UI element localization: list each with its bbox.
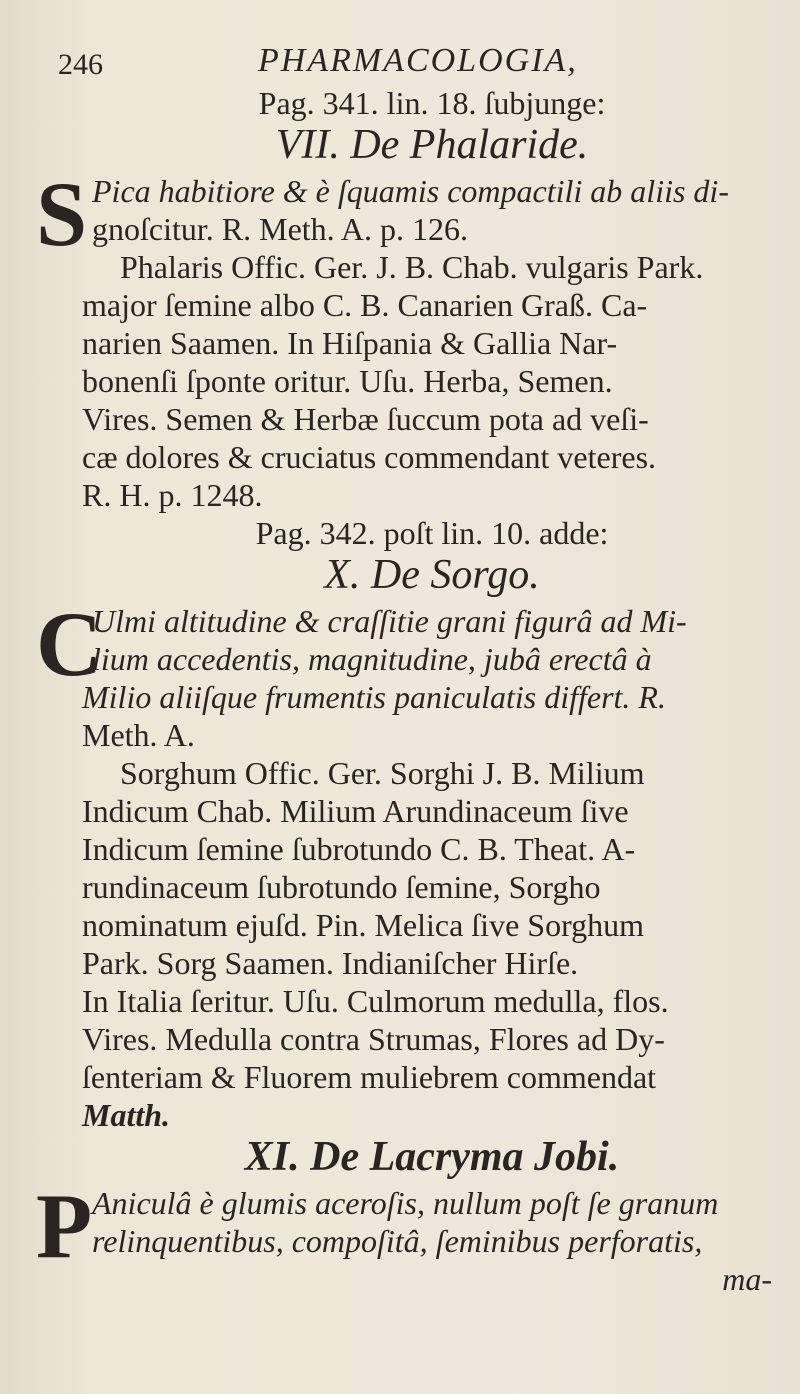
- section-title-lacryma-jobi: XI. De Lacryma Jobi.: [244, 1134, 620, 1180]
- paragraph-phalaris-synonyms: [82, 248, 782, 514]
- text-line: Indicum ſemine ſubrotundo C. B. Theat. A-: [82, 831, 636, 867]
- text-line: bonenſi ſponte oritur. Uſu. Herba, Semen.: [82, 363, 613, 399]
- body-text: [36, 84, 782, 1298]
- text-line: Park. Sorg Saamen. Indianiſcher Hirſe.: [82, 945, 579, 981]
- reference-line: Pag. 341. lin. 18. ſubjunge:: [258, 85, 606, 121]
- section-title-phalaris: VII. De Phalaride.: [275, 122, 589, 168]
- text-line: Sorghum Offic. Ger. Sorghi J. B. Milium: [120, 755, 645, 791]
- text-line: Milio aliiſque frumentis paniculatis differt. R.: [82, 679, 666, 715]
- paragraph-sorgo-description: [36, 593, 782, 754]
- text-line: Vires. Medulla contra Strumas, Flores ad Dy-: [82, 1021, 665, 1057]
- text-line: Aniculâ è glumis aceroſis, nullum poſt ſe granum: [92, 1185, 719, 1221]
- text-line: narien Saamen. In Hiſpania & Gallia Nar-: [82, 325, 618, 361]
- catchword: ma-: [722, 1261, 772, 1297]
- text-line: Indicum Chab. Milium Arundinaceum ſive: [82, 793, 629, 829]
- text-line: Pica habitiore & è ſquamis compactili ab aliis di-: [92, 173, 729, 209]
- text-line: R. H. p. 1248.: [82, 477, 263, 513]
- text-line: lium accedentis, magnitudine, jubâ erectâ à: [92, 641, 652, 677]
- drop-cap-s: S: [36, 163, 88, 265]
- reference-line: Pag. 342. poſt lin. 10. adde:: [255, 515, 609, 551]
- text-line: relinquentibus, compoſitâ, ſeminibus perforatis,: [92, 1223, 703, 1259]
- text-line: Matth.: [82, 1097, 171, 1133]
- paragraph-phalaris-description: [36, 163, 782, 265]
- paragraph-lacryma-jobi: [36, 1175, 782, 1298]
- text-line: major ſemine albo C. B. Canarien Graß. Ca-: [82, 287, 648, 323]
- page-number: 246: [58, 48, 103, 81]
- text-line: Ulmi altitudine & craſſitie grani figurâ ad Mi-: [92, 603, 687, 639]
- paragraph-sorgo-synonyms: [82, 754, 782, 1134]
- text-line: Vires. Semen & Herbæ ſuccum pota ad veſi-: [82, 401, 649, 437]
- text-line: gnoſcitur. R. Meth. A. p. 126.: [92, 211, 468, 247]
- text-line: Meth. A.: [82, 717, 195, 753]
- running-title: PHARMACOLOGIA,: [258, 42, 578, 79]
- text-line: In Italia ſeritur. Uſu. Culmorum medulla, flos.: [82, 983, 669, 1019]
- drop-cap-p: P: [36, 1175, 93, 1277]
- text-line: cæ dolores & cruciatus commendant veteres.: [82, 439, 657, 475]
- text-line: Phalaris Offic. Ger. J. B. Chab. vulgaris Park.: [120, 249, 704, 285]
- text-line: nominatum ejuſd. Pin. Melica ſive Sorghum: [82, 907, 645, 943]
- text-line: rundinaceum ſubrotundo ſemine, Sorgho: [82, 869, 601, 905]
- text-line: ſenteriam & Fluorem muliebrem commendat: [82, 1059, 657, 1095]
- section-title-sorgo: X. De Sorgo.: [324, 552, 540, 598]
- drop-cap-c: C: [36, 593, 103, 695]
